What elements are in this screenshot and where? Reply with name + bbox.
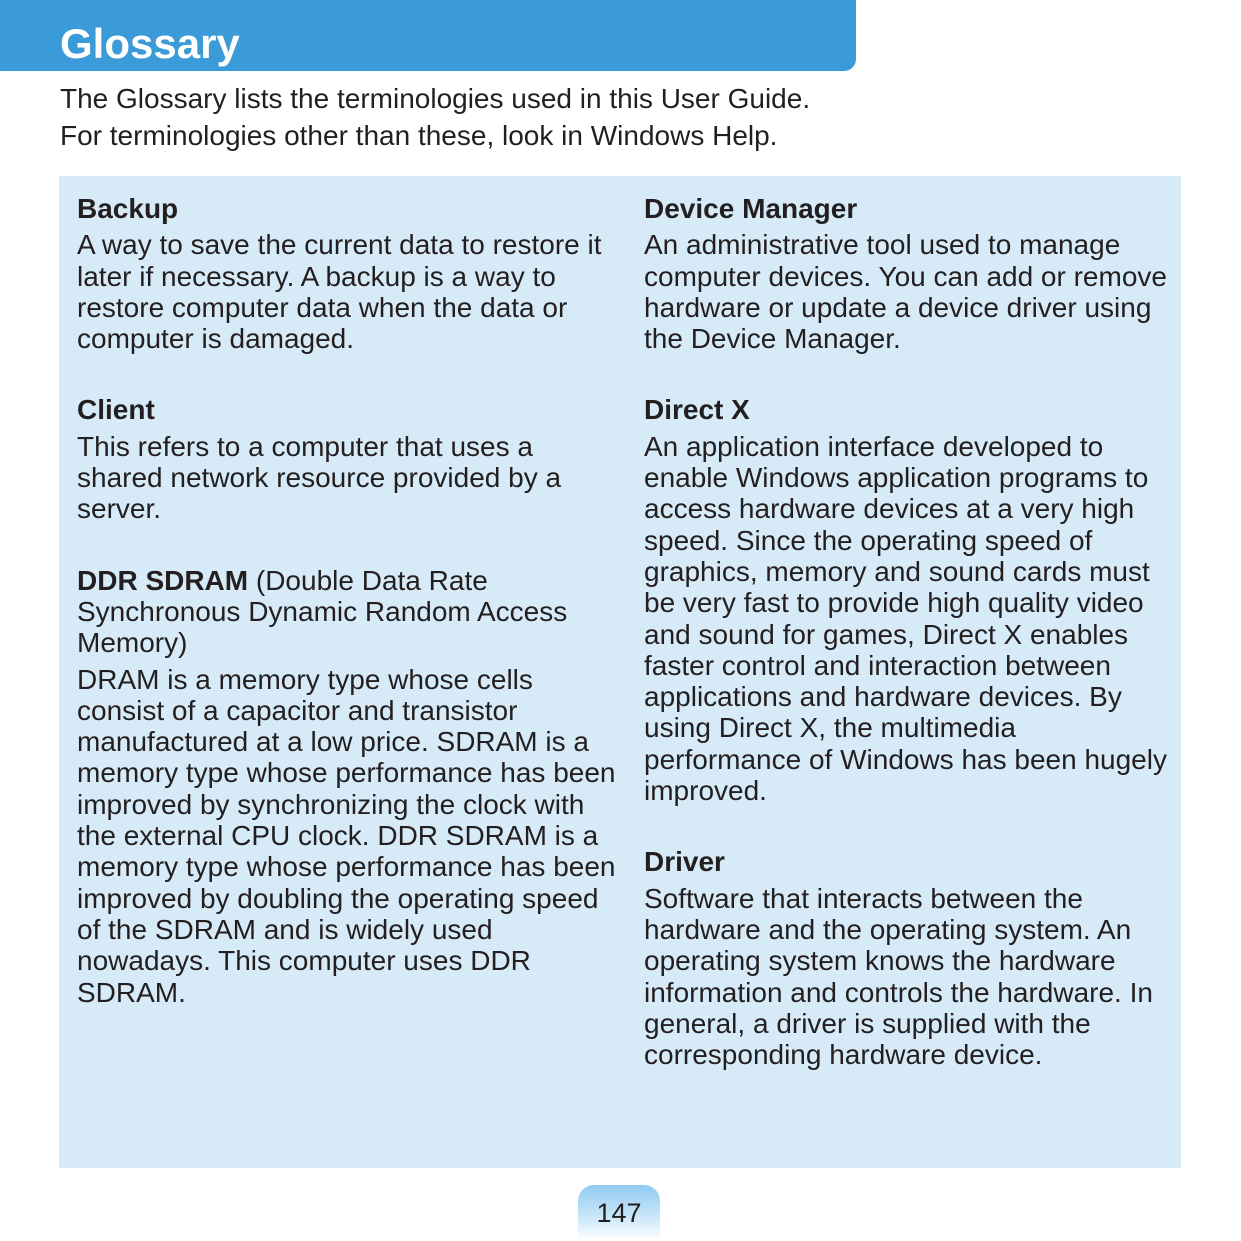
intro: [60, 80, 860, 154]
glossary-column-left: [77, 193, 617, 1008]
definition-backup: A way to save the current data to restore it later if necessary. A backup is a way to restore computer data when the data or computer is damaged.: [77, 229, 602, 355]
glossary-entry-ddr-sdram: [77, 565, 617, 1008]
term-ddr-sdram: DDR SDRAM: [77, 564, 249, 596]
term-backup: Backup: [77, 193, 179, 224]
definition-client: This refers to a computer that uses a shared network resource provided by a server.: [77, 430, 562, 525]
definition-ddr-sdram: DRAM is a memory type whose cells consist of a capacitor and transistor manufactured at a low price. SDRAM is a memory type whose performance has been improved by synchronizing the clock with the external CPU clock. DDR SDRAM is a memory type whose performance has been improved by doubling the operating speed of the SDRAM and is widely used nowadays. This computer uses DDR SDRAM.: [77, 663, 616, 1008]
header-bar: [0, 0, 856, 71]
term-ddr-sdram-line: [77, 565, 617, 659]
page-number-tab: [578, 1185, 660, 1241]
intro-line-1: The Glossary lists the terminologies used in this User Guide.: [60, 83, 811, 114]
term-client: Client: [77, 394, 155, 426]
glossary-entry-direct-x: [644, 394, 1174, 806]
glossary-entry-client: [77, 394, 617, 524]
glossary-entry-device-manager: [644, 193, 1174, 354]
page-number: 147: [596, 1198, 642, 1228]
glossary-panel: [59, 176, 1181, 1168]
definition-driver: Software that interacts between the hardware and the operating system. An operating system knows the hardware information and controls the hardware. In general, a driver is supplied with the corresponding hardware device.: [644, 882, 1153, 1071]
glossary-entry-backup: [77, 193, 617, 354]
glossary-entry-driver: [644, 846, 1174, 1070]
term-ddr-sdram-expansion: (Double Data Rate Synchronous Dynamic Random Access Memory): [77, 564, 568, 659]
definition-device-manager: An administrative tool used to manage computer devices. You can add or remove hardware or update a device driver using the Device Manager.: [644, 229, 1167, 355]
term-driver: Driver: [644, 846, 725, 878]
intro-line-2: For terminologies other than these, look in Windows Help.: [60, 120, 778, 151]
term-device-manager: Device Manager: [644, 193, 858, 224]
page-title: Glossary: [60, 20, 240, 67]
glossary-column-right: [644, 193, 1174, 1070]
term-direct-x: Direct X: [644, 394, 750, 426]
definition-direct-x: An application interface developed to enable Windows application programs to access hardware devices at a very high speed. Since the operating speed of graphics, memory and sound cards must be very fast to provide high quality video and sound for games, Direct X enables faster control and interaction between applications and hardware devices. By using Direct X, the multimedia performance of Windows has been hugely improved.: [644, 430, 1167, 807]
